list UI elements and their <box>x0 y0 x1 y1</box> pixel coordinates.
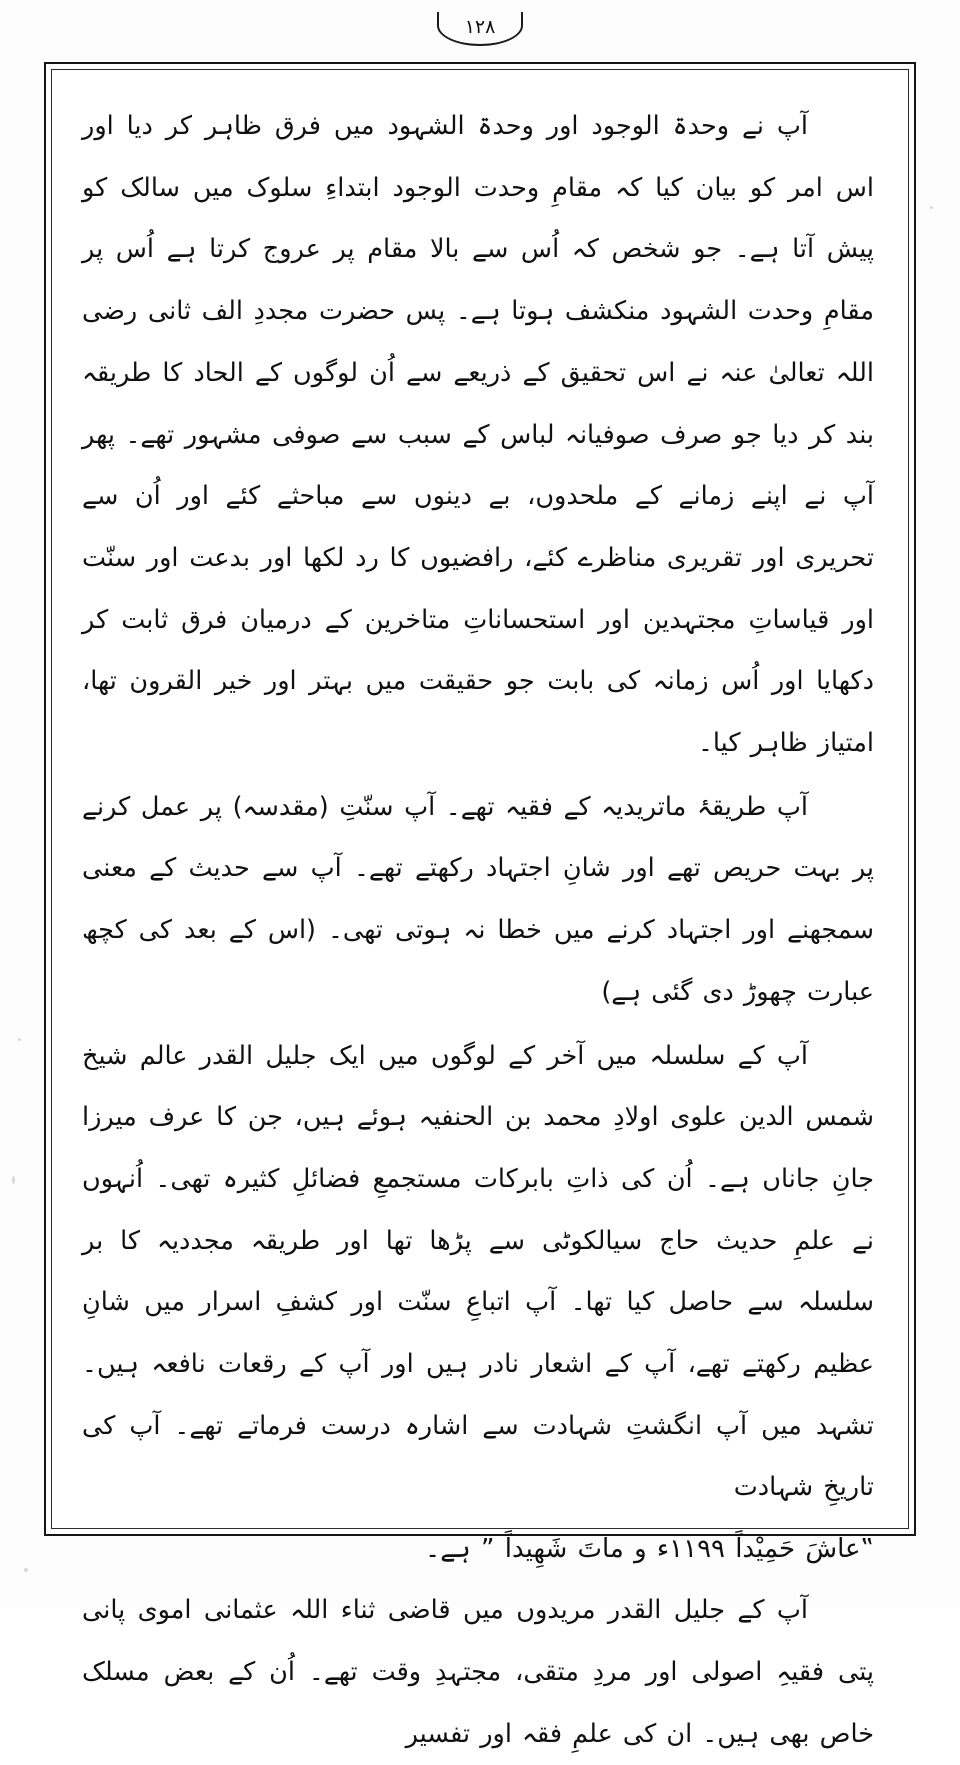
text-frame-inner-border <box>51 69 909 1749</box>
paragraph-1: آپ نے وحدۃ الوجود اور وحدۃ الشہود میں فرق ظاہر کر دیا اور اس امر کو بیان کیا کہ مقامِ وحدت الوجود ابتداءِ سلوک میں سالک کو پیش آتا ہے۔ جو شخص کہ اُس سے بالا مقام پر عروج کرتا ہے اُس پر مقامِ وحدت الشہود منکشف ہوتا ہے۔ پس حضرت مجددِ الف ثانی رضی اللہ تعالیٰ عنہ نے اس تحقیق کے ذریعے سے اُن لوگوں کے الحاد کا طریقہ بند کر دیا جو صرف صوفیانہ لباس کے سبب سے صوفی مشہور تھے۔ پھر آپ نے اپنے زمانے کے ملحدوں، بے دینوں سے مباحثے کئے اور اُن سے تحریری اور تقریری مناظرے کئے، رافضیوں کا رد لکھا اور بدعت اور سنّت اور قیاساتِ مجتہدین اور استحساناتِ متاخرین کے درمیان فرق ثابت کر دکھایا اور اُس زمانہ کی بابت جو حقیقت میں بہتر اور خیر القرون تھا، امتیاز ظاہر کیا۔ <box>82 111 874 759</box>
text-frame-outer-border <box>44 62 916 1749</box>
scan-speckle <box>12 1176 15 1184</box>
page-number-container <box>0 12 960 46</box>
scan-speckle <box>930 206 933 209</box>
arabic-quoted-line: ‟عاشَ حَمِیْداً ۱۱۹۹ء و ماتَ شَھِیداً ” ہے۔ <box>425 1534 874 1565</box>
body-text <box>82 96 874 1765</box>
paragraph-4: آپ کے جلیل القدر مریدوں میں قاضی ثناء اللہ عثمانی اموی پانی پتی فقیہِ اصولی اور مردِ متقی، مجتہدِ وقت تھے۔ اُن کے بعض مسلک خاص بھی ہیں۔ ان کی علمِ فقہ اور تفسیر <box>82 1595 874 1749</box>
scan-speckle <box>24 1568 28 1572</box>
paragraph-3: آپ کے سلسلہ میں آخر کے لوگوں میں ایک جلیل القدر عالم شیخ شمس الدین علوی اولادِ محمد بن الحنفیہ ہوئے ہیں، جن کا عرف میرزا جانِ جاناں ہے۔ اُن کی ذاتِ بابرکات مستجمعِ فضائلِ کثیرہ تھی۔ اُنہوں نے علمِ حدیث حاج سیالکوٹی سے پڑھا تھا اور طریقہ مجددیہ کا بر سلسلہ سے حاصل کیا تھا۔ آپ اتباعِ سنّت اور کشفِ اسرار میں شانِ عظیم رکھتے تھے، آپ کے اشعار نادر ہیں اور آپ کے رقعات نافعہ ہیں۔ تشہد میں آپ انگشتِ شہادت سے اشارہ درست فرماتے تھے۔ آپ کی تاریخِ شہادت <box>82 1040 874 1503</box>
page-number: ۱۲۸ <box>437 12 523 46</box>
paragraph-2: آپ طریقۂ ماتریدیہ کے فقیہ تھے۔ آپ سنّتِ (مقدسہ) پر عمل کرنے پر بہت حریص تھے اور شانِ اجتہاد رکھتے تھے۔ آپ سے حدیث کے معنی سمجھنے اور اجتہاد کرنے میں خطا نہ ہوتی تھی۔ (اس کے بعد کی کچھ عبارت چھوڑ دی گئی ہے) <box>82 791 874 1007</box>
scan-speckle <box>18 1038 21 1041</box>
